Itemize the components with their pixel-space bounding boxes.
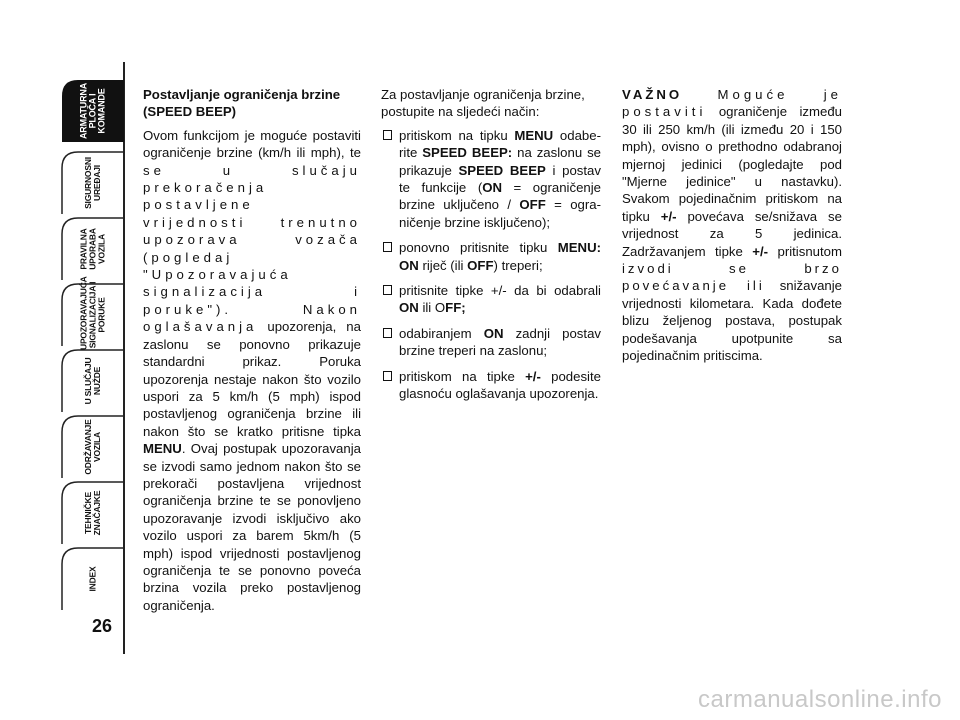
important-label: VAŽNO [622, 87, 683, 102]
column-important-note [622, 86, 842, 371]
important-note [622, 86, 842, 365]
text-run: pritiskom na tipke [399, 368, 526, 384]
off-label: OFF [467, 257, 494, 273]
tab-index[interactable] [60, 546, 126, 612]
speed-beep-label: SPEED BEEP: [422, 145, 513, 161]
text-run: pritiskom na tipku [399, 127, 515, 143]
column-setup-steps [381, 86, 601, 411]
text-run: . Ovaj postupak upozoravanja se izvodi samo jednom nakon što se prekorači postavljena vrijednost ograničenja brzine te se ponovljeno upozoravanje izvodi isključivo ako vozilo uspori za barem 5km/h (5 mph) ispod vrijednosti postavljenog ograničenja te se ponovno poveća brzina vozila preko postavljenog ograničenja. [143, 441, 361, 613]
text-run: odabiranjem [399, 325, 484, 341]
bullet-box-icon [383, 242, 392, 252]
section-heading: Postavljanje ograničenja brzine (SPEED BEEP) [143, 87, 341, 120]
tab-u-slucaju-nuzde[interactable] [60, 348, 126, 414]
tab-label: PRAVILNA UPORABA VOZILA [78, 228, 107, 270]
off-label: FF; [445, 300, 466, 316]
list-item [381, 239, 601, 274]
text-run: snižavanje vrijednosti kilometara. Kada dođete blizu željenog postava, postupak podešavanja upotpunite sa pojedinačnim pritiscima. [622, 278, 842, 364]
off-label: OFF [519, 197, 546, 213]
menu-key-label: MENU [143, 441, 182, 457]
paragraph-speed-beep [143, 127, 361, 614]
list-item [381, 368, 601, 403]
text-run: ograničenje između 30 ili 250 km/h (ili između 20 i 150 mph), ovisno o prethodno odabranoj mjernoj jedinici (pogledajte pod "Mjerne jedinice" u nastavku). Svakom pojedinačnim pritiskom na tipku [622, 104, 842, 224]
plus-minus-key-label: +/- [525, 368, 541, 384]
bullet-box-icon [383, 371, 392, 381]
menu-key-label: MENU: [557, 240, 601, 256]
page-number: 26 [92, 616, 113, 636]
list-item [381, 127, 601, 231]
tab-pravilna-uporaba[interactable] [60, 216, 126, 282]
plus-minus-key-label: +/- [660, 208, 677, 224]
text-run: = ograničenje brzine isključeno); [399, 197, 601, 230]
text-run: upozorenja, na zaslonu se ponovno prikazuje standardni prikaz. Poruka upozorenja nestaje nakon što vozilo uspori za 5 km/h (5 mph) ispod postavljenog ograničenja brzine ili nakon što se kratko pritisne tipka [143, 319, 361, 439]
steps-intro: Za postavljanje ograničenja brzine, postupite na sljedeći način: [381, 87, 585, 120]
text-run: ponovno pritisnite tipku [399, 240, 558, 256]
list-item [381, 325, 601, 360]
text-run-spaced: izvodi se brzo povećavanje ili [622, 261, 842, 294]
tab-label: ODRŽAVANJE VOZILA [83, 419, 102, 475]
tab-label: INDEX [87, 566, 98, 592]
bullet-box-icon [383, 285, 392, 295]
text-run: riječ (ili [418, 257, 468, 273]
tab-label: ARMATURNA PLOČA I KOMANDE [78, 82, 107, 140]
text-run-spaced: se u slučaju prekoračenja postavljene vrijednosti trenutno upozorava vozača (pogledaj "Upozoravajuća signalizacija i poruke"). Nakon oglašavanja [143, 162, 361, 335]
on-label: ON [399, 257, 419, 273]
text-run: pritisnite tipke +/- da bi odabrali [399, 283, 601, 299]
tab-sigurnosni-uredaji[interactable] [60, 150, 126, 216]
text-run: zadnji postav brzine treperi na zaslonu; [399, 325, 601, 359]
column-speed-beep-description [143, 86, 361, 620]
on-label: ON [483, 325, 504, 341]
plus-minus-key-label: +/- [752, 243, 769, 259]
tab-armaturna-ploca[interactable] [60, 78, 126, 144]
text-run: ili O [418, 300, 446, 316]
on-label: ON [399, 300, 419, 316]
section-nav [0, 0, 128, 720]
text-run: odaberite [399, 127, 601, 161]
watermark: carmanualsonline.info [698, 686, 942, 713]
text-run: pritisnutom [768, 243, 842, 259]
tab-label: TEHNIČKE ZNAČAJKE [83, 490, 102, 536]
bullet-box-icon [383, 130, 392, 140]
steps-list [381, 127, 601, 403]
text-run: povećava se/snižava se vrijednost za 5 jedinica. Zadržavanjem tipke [622, 208, 842, 259]
speed-beep-label: SPEED BEEP [458, 162, 546, 178]
text-run: = ograničenje brzine uključeno / [399, 180, 601, 213]
menu-key-label: MENU [514, 127, 554, 143]
tab-label: SIGURNOSNI UREĐAJI [83, 157, 102, 209]
tab-odrzavanje-vozila[interactable] [60, 414, 126, 480]
text-run: podesite glasnoću oglašavanja upozorenja. [399, 368, 601, 402]
on-label: ON [482, 180, 502, 196]
text-run: Ovom funkcijom je moguće postaviti ograničenje brzine (km/h ili mph), te [143, 127, 361, 161]
text-run: na zaslonu se prikazuje [399, 145, 601, 178]
text-run-spaced: Moguće je postaviti [622, 87, 842, 120]
tab-upozoravajuca-signalizacija[interactable] [60, 276, 126, 350]
text-run: ) treperi; [493, 257, 543, 273]
tab-label: U SLUČAJU NUŽDE [83, 357, 102, 405]
tab-tehnicke-znacajke[interactable] [60, 480, 126, 546]
list-item [381, 282, 601, 317]
tab-label: UPOZORAVAJUĆA SIGNALIZACIJA I PORUKE [78, 276, 107, 350]
bullet-box-icon [383, 328, 392, 338]
text-run: i postav te funkcije ( [399, 162, 601, 196]
